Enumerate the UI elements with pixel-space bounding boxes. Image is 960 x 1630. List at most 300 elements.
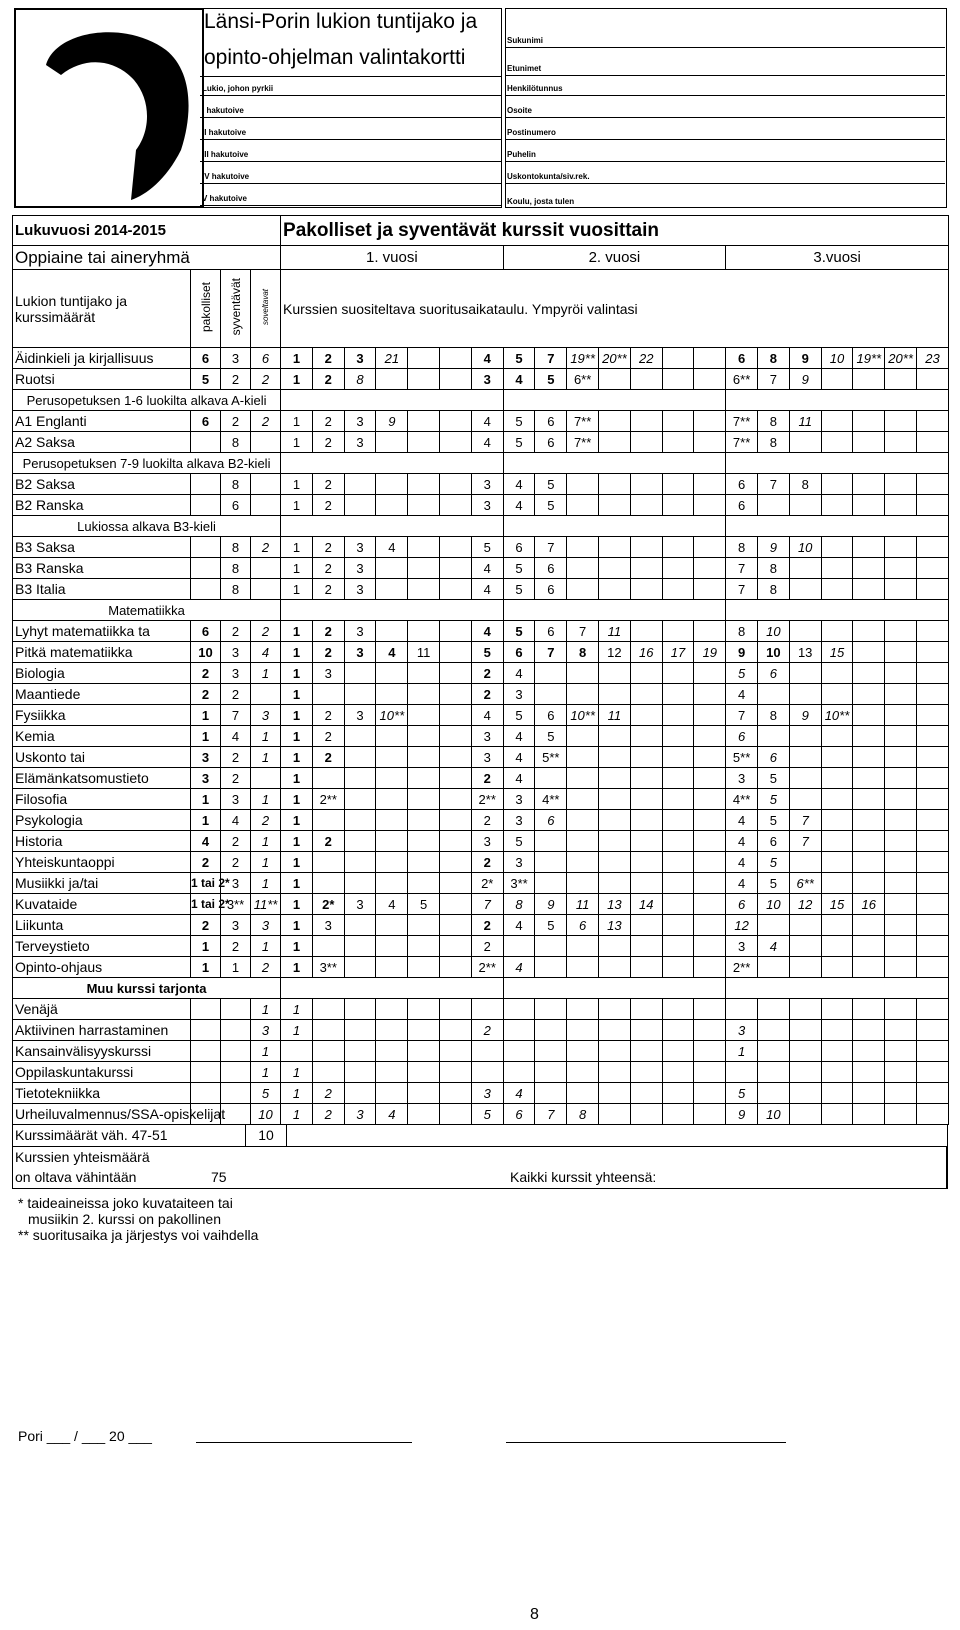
course-cell[interactable]: 3 bbox=[471, 369, 503, 390]
course-cell[interactable]: 1 bbox=[281, 999, 313, 1020]
course-cell[interactable]: 12 bbox=[599, 642, 631, 663]
section-row bbox=[13, 453, 949, 474]
course-cell bbox=[916, 1062, 948, 1083]
course-cell[interactable]: 3 bbox=[503, 684, 535, 705]
course-cell[interactable]: 5 bbox=[408, 894, 440, 915]
course-cell[interactable]: 11 bbox=[599, 621, 631, 642]
course-cell[interactable]: 6 bbox=[758, 747, 790, 768]
course-cell[interactable]: 1 bbox=[281, 579, 313, 600]
course-cell[interactable]: 8 bbox=[726, 621, 758, 642]
course-cell[interactable]: 3 bbox=[344, 579, 376, 600]
count-syventavat bbox=[221, 1083, 251, 1104]
course-cell[interactable]: 2* bbox=[471, 873, 503, 894]
course-cell bbox=[440, 621, 472, 642]
course-cell bbox=[344, 936, 376, 957]
course-cell[interactable]: 2* bbox=[312, 894, 344, 915]
course-cell[interactable]: 8 bbox=[758, 579, 790, 600]
course-cell[interactable]: 15 bbox=[821, 894, 853, 915]
course-cell[interactable]: 20** bbox=[599, 348, 631, 369]
course-cell[interactable]: 3 bbox=[471, 831, 503, 852]
course-cell[interactable]: 2 bbox=[312, 1104, 344, 1125]
course-cell bbox=[440, 348, 472, 369]
course-cell[interactable]: 10 bbox=[821, 348, 853, 369]
course-cell[interactable]: 8 bbox=[758, 705, 790, 726]
course-cell[interactable]: 2 bbox=[312, 495, 344, 516]
course-cell bbox=[630, 936, 662, 957]
course-cell[interactable]: 2 bbox=[471, 768, 503, 789]
course-cell[interactable]: 7** bbox=[567, 411, 599, 432]
course-cell[interactable]: 2 bbox=[471, 852, 503, 873]
course-cell[interactable]: 9 bbox=[789, 348, 821, 369]
course-cell[interactable]: 1 bbox=[281, 747, 313, 768]
course-cell[interactable]: 5 bbox=[503, 705, 535, 726]
course-cell[interactable]: 2** bbox=[312, 789, 344, 810]
course-cell[interactable]: 6 bbox=[726, 495, 758, 516]
field-hakutoive-5[interactable]: V hakutoive bbox=[200, 184, 502, 206]
course-cell[interactable]: 6 bbox=[567, 915, 599, 936]
course-cell[interactable]: 2 bbox=[471, 915, 503, 936]
course-cell[interactable]: 6 bbox=[758, 831, 790, 852]
course-cell[interactable]: 8 bbox=[567, 1104, 599, 1125]
course-cell[interactable]: 10 bbox=[758, 1104, 790, 1125]
course-cell[interactable]: 1 bbox=[281, 663, 313, 684]
course-cell bbox=[376, 474, 408, 495]
course-cell[interactable]: 16 bbox=[630, 642, 662, 663]
course-cell[interactable]: 22 bbox=[630, 348, 662, 369]
course-cell[interactable]: 8 bbox=[758, 558, 790, 579]
course-cell[interactable]: 3 bbox=[344, 894, 376, 915]
course-cell[interactable]: 3** bbox=[503, 873, 535, 894]
course-cell[interactable]: 5 bbox=[471, 1104, 503, 1125]
course-cell[interactable]: 3 bbox=[471, 495, 503, 516]
course-cell[interactable]: 3 bbox=[471, 1083, 503, 1104]
course-cell[interactable]: 4 bbox=[503, 495, 535, 516]
course-cell[interactable]: 5 bbox=[503, 831, 535, 852]
course-cell[interactable]: 2 bbox=[312, 831, 344, 852]
course-cell[interactable]: 6 bbox=[535, 621, 567, 642]
section-year-cell bbox=[726, 453, 949, 474]
course-cell[interactable]: 1 bbox=[281, 411, 313, 432]
course-cell[interactable]: 2 bbox=[312, 558, 344, 579]
course-cell[interactable]: 2 bbox=[312, 579, 344, 600]
course-cell[interactable]: 1 bbox=[281, 621, 313, 642]
course-cell[interactable]: 5 bbox=[535, 915, 567, 936]
course-cell[interactable]: 3 bbox=[344, 537, 376, 558]
course-cell[interactable]: 1 bbox=[281, 1083, 313, 1104]
course-cell[interactable]: 17 bbox=[662, 642, 694, 663]
course-cell[interactable]: 1 bbox=[281, 684, 313, 705]
course-cell[interactable]: 16 bbox=[853, 894, 885, 915]
course-cell[interactable]: 9 bbox=[726, 642, 758, 663]
course-cell[interactable]: 8 bbox=[726, 537, 758, 558]
course-cell[interactable]: 2 bbox=[312, 726, 344, 747]
course-cell[interactable]: 3 bbox=[503, 789, 535, 810]
course-cell[interactable]: 11 bbox=[408, 642, 440, 663]
course-cell bbox=[821, 789, 853, 810]
course-cell[interactable]: 5 bbox=[758, 873, 790, 894]
course-cell[interactable]: 7 bbox=[789, 831, 821, 852]
course-cell[interactable]: 10** bbox=[567, 705, 599, 726]
course-cell[interactable]: 3 bbox=[344, 621, 376, 642]
field-etunimet[interactable]: Etunimet bbox=[505, 48, 945, 76]
course-cell[interactable]: 10** bbox=[821, 705, 853, 726]
course-cell[interactable]: 5** bbox=[726, 747, 758, 768]
course-cell[interactable]: 2 bbox=[471, 663, 503, 684]
course-cell[interactable]: 1 bbox=[281, 348, 313, 369]
course-cell[interactable]: 2 bbox=[312, 537, 344, 558]
course-cell[interactable]: 1 bbox=[281, 537, 313, 558]
course-cell[interactable]: 2 bbox=[312, 348, 344, 369]
course-cell[interactable]: 4 bbox=[471, 621, 503, 642]
course-cell[interactable]: 4 bbox=[503, 768, 535, 789]
course-cell[interactable]: 9 bbox=[789, 369, 821, 390]
course-cell[interactable]: 20** bbox=[885, 348, 917, 369]
course-cell[interactable]: 4 bbox=[726, 684, 758, 705]
course-cell[interactable]: 5 bbox=[726, 1083, 758, 1104]
course-cell[interactable]: 7 bbox=[535, 348, 567, 369]
course-cell bbox=[885, 705, 917, 726]
course-cell bbox=[758, 1020, 790, 1041]
course-cell[interactable]: 1 bbox=[281, 957, 313, 978]
course-cell[interactable]: 2 bbox=[312, 1083, 344, 1104]
course-cell[interactable]: 3 bbox=[726, 768, 758, 789]
course-cell[interactable]: 4 bbox=[503, 663, 535, 684]
course-cell[interactable]: 19** bbox=[853, 348, 885, 369]
course-cell[interactable]: 4 bbox=[503, 1083, 535, 1104]
course-cell[interactable]: 7 bbox=[726, 705, 758, 726]
course-cell bbox=[567, 663, 599, 684]
course-cell[interactable]: 4 bbox=[376, 537, 408, 558]
course-cell[interactable]: 4 bbox=[471, 432, 503, 453]
field-hakutoive-3[interactable]: III hakutoive bbox=[200, 140, 502, 162]
course-cell bbox=[694, 432, 726, 453]
course-cell[interactable]: 7** bbox=[567, 432, 599, 453]
field-lukio[interactable]: Lukio, johon pyrkii bbox=[200, 76, 502, 96]
course-cell[interactable]: 8 bbox=[503, 894, 535, 915]
course-cell[interactable]: 6** bbox=[567, 369, 599, 390]
course-cell[interactable]: 11 bbox=[789, 411, 821, 432]
course-cell[interactable]: 7 bbox=[726, 579, 758, 600]
course-cell[interactable]: 19 bbox=[694, 642, 726, 663]
course-cell[interactable]: 3 bbox=[471, 474, 503, 495]
course-cell[interactable]: 7 bbox=[758, 369, 790, 390]
course-cell[interactable]: 7 bbox=[535, 642, 567, 663]
course-cell[interactable]: 7 bbox=[726, 558, 758, 579]
course-cell[interactable]: 3** bbox=[312, 957, 344, 978]
course-cell[interactable]: 4 bbox=[471, 579, 503, 600]
total-value: 75 bbox=[211, 1169, 227, 1185]
course-cell bbox=[885, 579, 917, 600]
course-cell[interactable]: 8 bbox=[758, 348, 790, 369]
course-cell[interactable]: 6 bbox=[726, 474, 758, 495]
course-cell[interactable]: 1 bbox=[281, 1104, 313, 1125]
course-cell[interactable]: 6 bbox=[503, 642, 535, 663]
course-cell[interactable]: 7** bbox=[726, 432, 758, 453]
field-sukunimi[interactable]: Sukunimi bbox=[505, 8, 945, 48]
course-cell[interactable]: 5 bbox=[535, 495, 567, 516]
course-cell[interactable]: 7 bbox=[535, 1104, 567, 1125]
field-postinumero[interactable]: Postinumero bbox=[505, 118, 945, 140]
course-cell[interactable]: 3 bbox=[344, 348, 376, 369]
course-cell[interactable]: 3 bbox=[344, 642, 376, 663]
course-cell[interactable]: 2 bbox=[312, 705, 344, 726]
course-cell[interactable]: 1 bbox=[281, 831, 313, 852]
field-uskontokunta[interactable]: Uskontokunta/siv.rek. bbox=[505, 162, 945, 184]
course-cell[interactable]: 6** bbox=[726, 369, 758, 390]
course-cell[interactable]: 3 bbox=[471, 747, 503, 768]
course-cell bbox=[376, 432, 408, 453]
course-cell[interactable]: 7** bbox=[726, 411, 758, 432]
course-cell[interactable]: 4 bbox=[503, 474, 535, 495]
course-cell[interactable]: 2 bbox=[312, 747, 344, 768]
course-cell[interactable]: 1 bbox=[281, 1062, 313, 1083]
course-cell[interactable]: 5 bbox=[503, 432, 535, 453]
course-cell[interactable]: 1 bbox=[281, 705, 313, 726]
course-cell[interactable]: 1 bbox=[281, 810, 313, 831]
course-cell[interactable]: 1 bbox=[281, 432, 313, 453]
course-cell[interactable]: 4 bbox=[376, 1104, 408, 1125]
course-cell[interactable]: 5 bbox=[726, 663, 758, 684]
course-cell bbox=[885, 747, 917, 768]
subject-label: Terveystieto bbox=[13, 936, 191, 957]
course-cell bbox=[885, 957, 917, 978]
course-cell[interactable]: 13 bbox=[599, 915, 631, 936]
course-cell bbox=[789, 1041, 821, 1062]
course-cell[interactable]: 2 bbox=[471, 684, 503, 705]
course-cell[interactable]: 3 bbox=[344, 705, 376, 726]
course-cell[interactable]: 2** bbox=[471, 789, 503, 810]
course-cell[interactable]: 4 bbox=[471, 705, 503, 726]
field-henkilotunnus[interactable]: Henkilötunnus bbox=[505, 76, 945, 96]
course-cell[interactable]: 3 bbox=[312, 915, 344, 936]
course-cell bbox=[599, 495, 631, 516]
course-cell[interactable]: 6 bbox=[758, 663, 790, 684]
course-cell[interactable]: 1 bbox=[281, 495, 313, 516]
section-year-cell bbox=[281, 600, 504, 621]
course-cell bbox=[662, 558, 694, 579]
course-cell bbox=[503, 936, 535, 957]
course-cell[interactable]: 4 bbox=[726, 852, 758, 873]
signature-line-2[interactable] bbox=[506, 1442, 786, 1443]
course-cell[interactable]: 3 bbox=[344, 432, 376, 453]
signature-line-1[interactable] bbox=[196, 1442, 412, 1443]
course-cell bbox=[503, 999, 535, 1020]
count-pakolliset: 3 bbox=[191, 768, 221, 789]
course-cell[interactable]: 4 bbox=[471, 558, 503, 579]
course-cell[interactable]: 10 bbox=[758, 894, 790, 915]
field-osoite[interactable]: Osoite bbox=[505, 96, 945, 118]
course-cell[interactable]: 5 bbox=[535, 369, 567, 390]
course-cell bbox=[408, 348, 440, 369]
course-cell[interactable]: 19** bbox=[567, 348, 599, 369]
course-cell[interactable]: 6 bbox=[726, 726, 758, 747]
course-cell[interactable]: 4 bbox=[471, 348, 503, 369]
course-cell[interactable]: 6 bbox=[503, 537, 535, 558]
course-cell[interactable]: 7 bbox=[789, 810, 821, 831]
course-cell[interactable]: 1 bbox=[726, 1041, 758, 1062]
course-cell[interactable]: 3 bbox=[726, 1020, 758, 1041]
course-cell[interactable]: 2 bbox=[312, 474, 344, 495]
course-cell[interactable]: 1 bbox=[281, 936, 313, 957]
course-cell[interactable]: 15 bbox=[821, 642, 853, 663]
course-cell[interactable]: 4 bbox=[376, 894, 408, 915]
course-cell[interactable]: 2 bbox=[471, 1020, 503, 1041]
course-cell[interactable]: 6 bbox=[535, 432, 567, 453]
subject-row bbox=[13, 684, 949, 705]
course-cell[interactable]: 9 bbox=[758, 537, 790, 558]
course-cell[interactable]: 2 bbox=[312, 432, 344, 453]
course-cell[interactable]: 7 bbox=[535, 537, 567, 558]
course-cell[interactable]: 9 bbox=[789, 705, 821, 726]
course-cell[interactable]: 5 bbox=[758, 768, 790, 789]
course-cell[interactable]: 3 bbox=[312, 663, 344, 684]
field-hakutoive-2[interactable]: II hakutoive bbox=[200, 118, 502, 140]
subject-label: Kemia bbox=[13, 726, 191, 747]
course-cell[interactable]: 4 bbox=[503, 726, 535, 747]
field-hakutoive-4[interactable]: IV hakutoive bbox=[200, 162, 502, 184]
course-cell[interactable]: 5** bbox=[535, 747, 567, 768]
course-cell[interactable]: 6 bbox=[535, 810, 567, 831]
course-cell[interactable]: 5 bbox=[503, 411, 535, 432]
course-cell[interactable]: 1 bbox=[281, 789, 313, 810]
course-cell[interactable]: 3 bbox=[471, 726, 503, 747]
course-cell[interactable]: 6 bbox=[726, 348, 758, 369]
course-cell[interactable]: 3 bbox=[344, 1104, 376, 1125]
course-cell[interactable]: 1 bbox=[281, 726, 313, 747]
course-cell[interactable]: 4 bbox=[503, 957, 535, 978]
course-cell[interactable]: 4 bbox=[503, 747, 535, 768]
course-cell[interactable]: 5 bbox=[503, 558, 535, 579]
course-cell[interactable]: 23 bbox=[916, 348, 948, 369]
count-soveltavat: 2 bbox=[251, 537, 281, 558]
course-cell[interactable]: 3 bbox=[503, 852, 535, 873]
course-cell[interactable]: 2** bbox=[726, 957, 758, 978]
course-cell[interactable]: 5 bbox=[758, 789, 790, 810]
course-cell[interactable]: 1 bbox=[281, 474, 313, 495]
subject-row bbox=[13, 915, 949, 936]
course-cell[interactable]: 2 bbox=[312, 621, 344, 642]
course-cell[interactable]: 5 bbox=[535, 474, 567, 495]
course-cell[interactable]: 6 bbox=[726, 894, 758, 915]
course-cell[interactable]: 5 bbox=[503, 579, 535, 600]
course-cell[interactable]: 3 bbox=[503, 810, 535, 831]
course-cell[interactable]: 10** bbox=[376, 705, 408, 726]
course-cell[interactable]: 2** bbox=[471, 957, 503, 978]
course-cell[interactable]: 14 bbox=[630, 894, 662, 915]
course-cell[interactable]: 1 bbox=[281, 768, 313, 789]
course-cell[interactable]: 6 bbox=[535, 705, 567, 726]
course-cell[interactable]: 6 bbox=[535, 558, 567, 579]
course-cell[interactable]: 12 bbox=[789, 894, 821, 915]
course-cell[interactable]: 7 bbox=[567, 621, 599, 642]
course-cell[interactable]: 4** bbox=[726, 789, 758, 810]
course-cell[interactable]: 21 bbox=[376, 348, 408, 369]
course-cell[interactable]: 2 bbox=[471, 810, 503, 831]
course-cell[interactable]: 8 bbox=[758, 432, 790, 453]
course-cell[interactable]: 2 bbox=[471, 936, 503, 957]
course-cell[interactable]: 7 bbox=[471, 894, 503, 915]
course-cell[interactable]: 2 bbox=[312, 642, 344, 663]
subject-label: Ruotsi bbox=[13, 369, 191, 390]
course-cell bbox=[694, 621, 726, 642]
course-cell[interactable]: 5 bbox=[471, 537, 503, 558]
course-cell[interactable]: 11 bbox=[567, 894, 599, 915]
course-cell[interactable]: 12 bbox=[726, 915, 758, 936]
course-cell[interactable]: 5 bbox=[503, 348, 535, 369]
course-cell[interactable]: 8 bbox=[758, 411, 790, 432]
left-header: Lukion tuntijako ja kurssimäärät bbox=[13, 270, 191, 348]
course-cell[interactable]: 1 bbox=[281, 369, 313, 390]
course-cell[interactable]: 10 bbox=[789, 537, 821, 558]
course-cell[interactable]: 1 bbox=[281, 1020, 313, 1041]
course-cell[interactable]: 1 bbox=[281, 642, 313, 663]
course-cell[interactable]: 4 bbox=[726, 810, 758, 831]
course-cell[interactable]: 13 bbox=[599, 894, 631, 915]
course-cell[interactable]: 4 bbox=[503, 915, 535, 936]
course-cell bbox=[408, 579, 440, 600]
course-cell[interactable]: 4 bbox=[726, 831, 758, 852]
course-cell[interactable]: 9 bbox=[726, 1104, 758, 1125]
course-cell[interactable]: 5 bbox=[471, 642, 503, 663]
course-cell[interactable]: 9 bbox=[376, 411, 408, 432]
section-row bbox=[13, 978, 949, 999]
course-cell[interactable]: 10 bbox=[758, 621, 790, 642]
course-cell bbox=[376, 684, 408, 705]
course-cell[interactable]: 1 bbox=[281, 873, 313, 894]
course-cell[interactable]: 1 bbox=[281, 852, 313, 873]
course-cell[interactable]: 5 bbox=[758, 810, 790, 831]
field-puhelin[interactable]: Puhelin bbox=[505, 140, 945, 162]
course-cell[interactable]: 5 bbox=[535, 726, 567, 747]
field-koulu[interactable]: Koulu, josta tulen bbox=[507, 197, 575, 206]
course-cell[interactable]: 9 bbox=[535, 894, 567, 915]
course-cell[interactable]: 7 bbox=[758, 474, 790, 495]
course-cell[interactable]: 2 bbox=[312, 369, 344, 390]
course-cell[interactable]: 6 bbox=[535, 579, 567, 600]
course-cell[interactable]: 1 bbox=[281, 558, 313, 579]
course-cell[interactable]: 8 bbox=[567, 642, 599, 663]
course-cell[interactable]: 2 bbox=[312, 411, 344, 432]
course-cell[interactable]: 5 bbox=[503, 621, 535, 642]
course-cell bbox=[567, 495, 599, 516]
course-cell bbox=[662, 684, 694, 705]
course-cell[interactable]: 6** bbox=[789, 873, 821, 894]
course-cell[interactable]: 3 bbox=[726, 936, 758, 957]
course-cell[interactable]: 11 bbox=[599, 705, 631, 726]
course-cell[interactable]: 3 bbox=[344, 558, 376, 579]
course-cell[interactable]: 13 bbox=[789, 642, 821, 663]
course-cell[interactable]: 4 bbox=[471, 411, 503, 432]
course-cell bbox=[853, 474, 885, 495]
course-cell[interactable]: 1 bbox=[281, 894, 313, 915]
course-cell[interactable]: 4 bbox=[503, 369, 535, 390]
course-cell[interactable]: 3 bbox=[344, 411, 376, 432]
course-cell[interactable]: 6 bbox=[503, 1104, 535, 1125]
course-cell[interactable]: 1 bbox=[281, 915, 313, 936]
course-cell bbox=[376, 747, 408, 768]
course-cell[interactable]: 4** bbox=[535, 789, 567, 810]
course-cell[interactable]: 10 bbox=[758, 642, 790, 663]
course-cell bbox=[567, 999, 599, 1020]
field-hakutoive-1[interactable]: I hakutoive bbox=[200, 96, 502, 118]
course-cell[interactable]: 4 bbox=[726, 873, 758, 894]
course-cell[interactable]: 8 bbox=[789, 474, 821, 495]
course-cell[interactable]: 5 bbox=[758, 852, 790, 873]
course-cell[interactable]: 4 bbox=[758, 936, 790, 957]
course-cell[interactable]: 4 bbox=[376, 642, 408, 663]
course-cell[interactable]: 8 bbox=[344, 369, 376, 390]
course-cell[interactable]: 6 bbox=[535, 411, 567, 432]
